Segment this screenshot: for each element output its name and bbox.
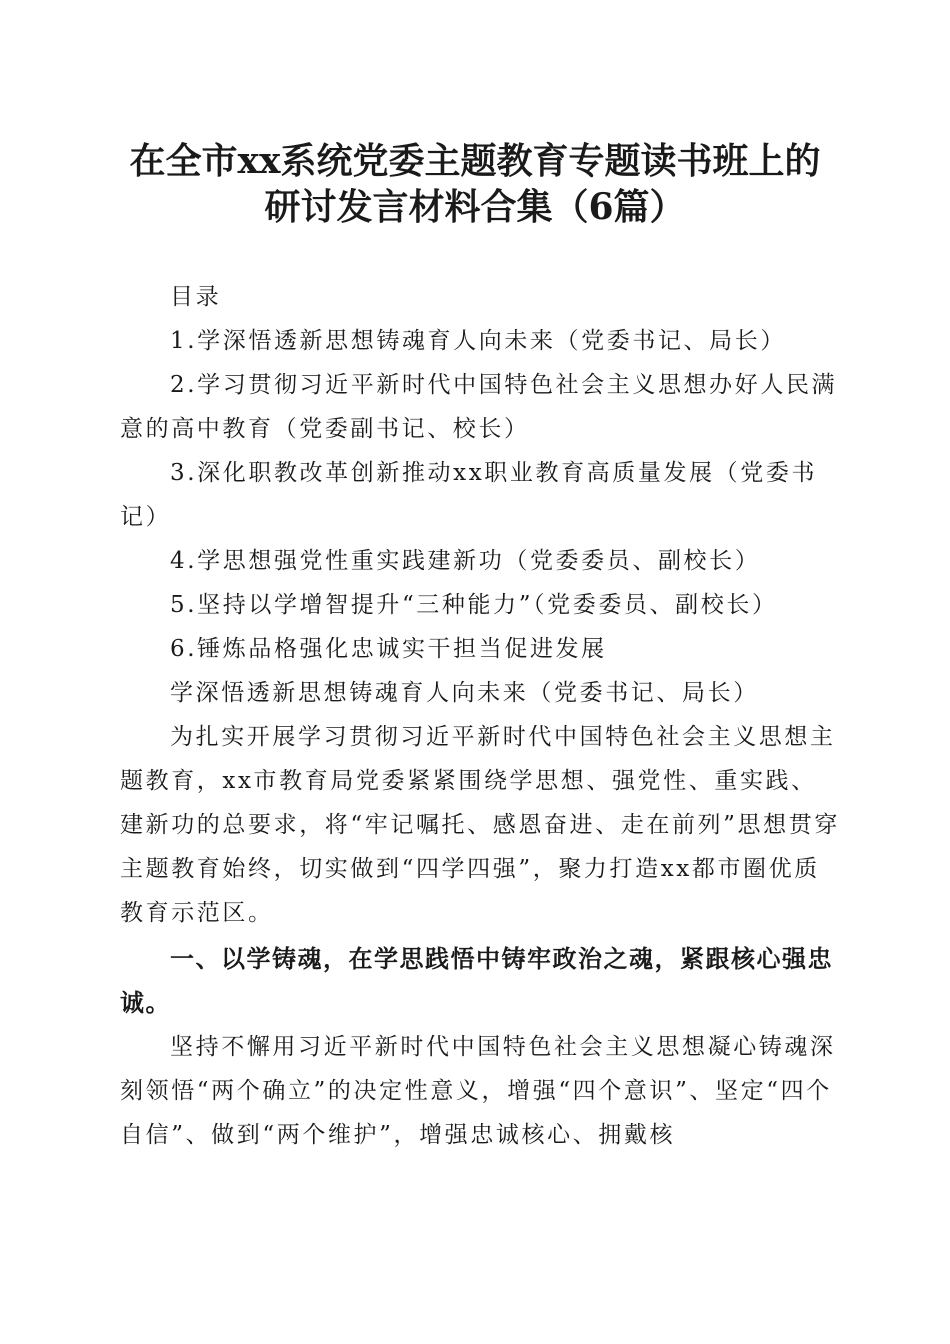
toc-label: 目录 (170, 284, 222, 310)
document-body (120, 275, 840, 1157)
toc-item-4: 4.学思想强党性重实践建新功（党委委员、副校长） (170, 548, 761, 574)
toc-item-3: 3.深化职教改革创新推动xx职业教育高质量发展（党委书记） (120, 460, 818, 530)
document-title-line-1: 在全市xx系统党委主题教育专题读书班上的 (129, 140, 821, 182)
toc-item-6: 6.锤炼品格强化忠诚实干担当促进发展 (170, 636, 607, 662)
toc-item-2: 2.学习贯彻习近平新时代中国特色社会主义思想办好人民满意的高中教育（党委副书记、校长） (120, 372, 838, 442)
toc-item-5: 5.坚持以学增智提升“三种能力”（党委委员、副校长） (170, 592, 778, 618)
section-heading-1: 一、以学铸魂，在学思践悟中铸牢政治之魂，紧跟核心强忠诚。 (120, 945, 833, 1017)
toc-item-1: 1.学深悟透新思想铸魂育人向未来（党委书记、局长） (170, 328, 786, 354)
body-paragraph-1: 坚持不懈用习近平新时代中国特色社会主义思想凝心铸魂深刻领悟“两个确立”的决定性意义，增强“四个意识”、坚定“四个自信”、做到“两个维护”，增强忠诚核心、拥戴核 (120, 1034, 836, 1148)
intro-paragraph: 为扎实开展学习贯彻习近平新时代中国特色社会主义思想主题教育，xx市教育局党委紧紧围绕学思想、强党性、重实践、建新功的总要求，将“牢记嘱托、感恩奋进、走在前列”思想贯穿主题教育始终，切实做到“四学四强”，聚力打造xx都市圈优质教育示范区。 (120, 724, 840, 926)
section-title: 学深悟透新思想铸魂育人向未来（党委书记、局长） (170, 680, 759, 706)
document-title-line-2: 研讨发言材料合集（6篇） (264, 186, 686, 228)
